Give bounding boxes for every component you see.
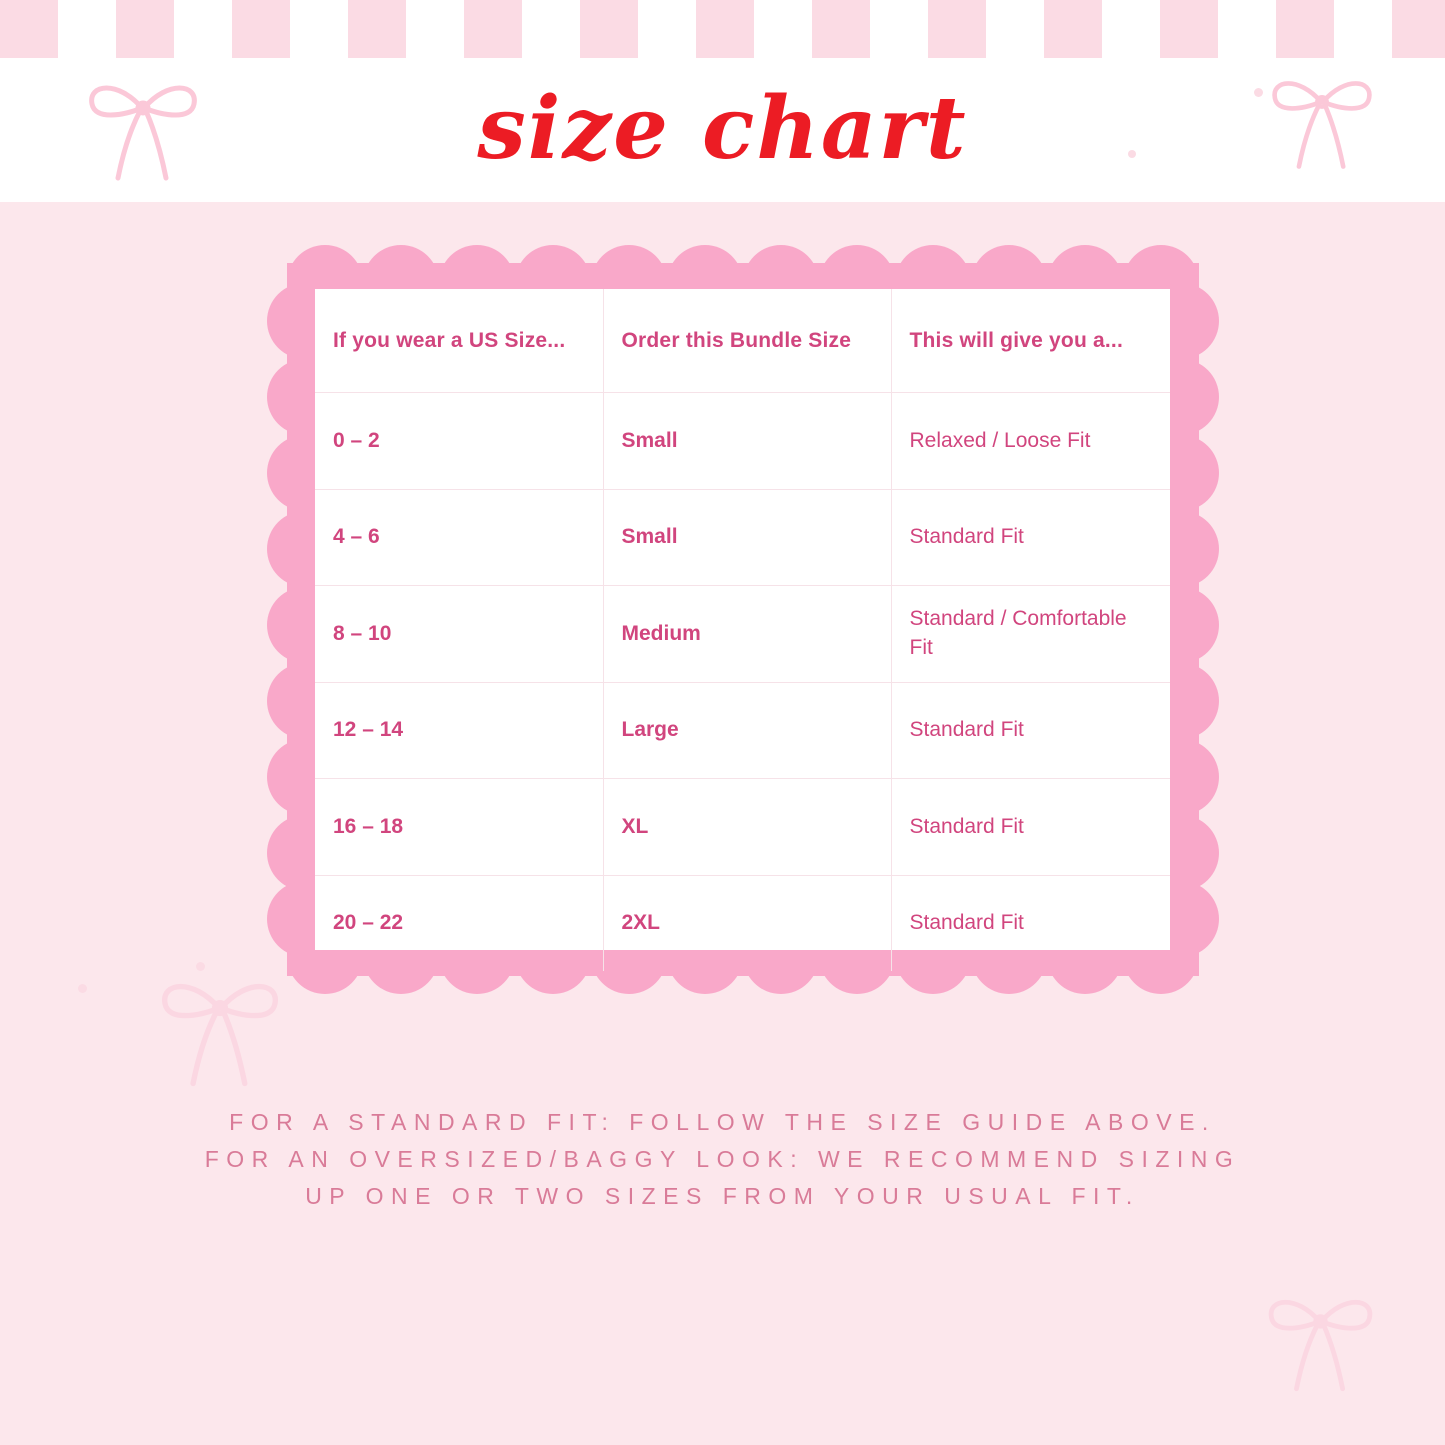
decor-dot-1 (1254, 88, 1263, 97)
page-title: size chart (477, 78, 968, 179)
footer-line-2: FOR AN OVERSIZED/BAGGY LOOK: WE RECOMMEND SIZING (204, 1146, 1241, 1172)
table-row (315, 682, 1170, 779)
cell-bundle-size: Large (603, 682, 891, 779)
cell-us-size: 16 – 18 (315, 779, 603, 876)
bow-icon-bottom-right (1258, 1288, 1383, 1403)
column-header-fit: This will give you a... (891, 289, 1170, 393)
cell-fit: Standard Fit (891, 779, 1170, 876)
header-band (0, 0, 1445, 202)
decor-dot-4 (196, 962, 205, 971)
size-chart-table (315, 289, 1170, 971)
cell-bundle-size: Medium (603, 586, 891, 683)
column-header-us-size: If you wear a US Size... (315, 289, 603, 393)
decor-dot-2 (1128, 150, 1136, 158)
cell-bundle-size: XL (603, 779, 891, 876)
decor-dot-3 (78, 984, 87, 993)
table-header-row (315, 289, 1170, 393)
cell-fit: Standard / Comfortable Fit (891, 586, 1170, 683)
table-row (315, 779, 1170, 876)
cell-bundle-size: 2XL (603, 875, 891, 971)
cell-us-size: 12 – 14 (315, 682, 603, 779)
cell-fit: Standard Fit (909, 911, 1024, 935)
stripe-pattern (0, 0, 1445, 58)
table-row (315, 586, 1170, 683)
cell-fit: Standard Fit (891, 682, 1170, 779)
cell-us-size: 20 – 22 (315, 875, 603, 971)
table-row (315, 489, 1170, 586)
cell-bundle-size: Small (603, 489, 891, 586)
cell-us-size: 4 – 6 (315, 489, 603, 586)
cell-fit: Standard Fit (891, 489, 1170, 586)
cell-us-size: 8 – 10 (315, 586, 603, 683)
cell-us-size: 0 – 2 (315, 393, 603, 490)
table-surface (315, 289, 1170, 950)
cell-fit: Relaxed / Loose Fit (891, 393, 1170, 490)
footer-note (100, 1104, 1345, 1215)
table-row (315, 393, 1170, 490)
footer-line-1: FOR A STANDARD FIT: FOLLOW THE SIZE GUIDE ABOVE. (229, 1109, 1216, 1135)
size-chart-card (255, 233, 1231, 1006)
column-header-bundle-size: Order this Bundle Size (603, 289, 891, 393)
footer-line-3: UP ONE OR TWO SIZES FROM YOUR USUAL FIT. (305, 1183, 1140, 1209)
table-row (315, 875, 1170, 971)
cell-bundle-size: Small (603, 393, 891, 490)
